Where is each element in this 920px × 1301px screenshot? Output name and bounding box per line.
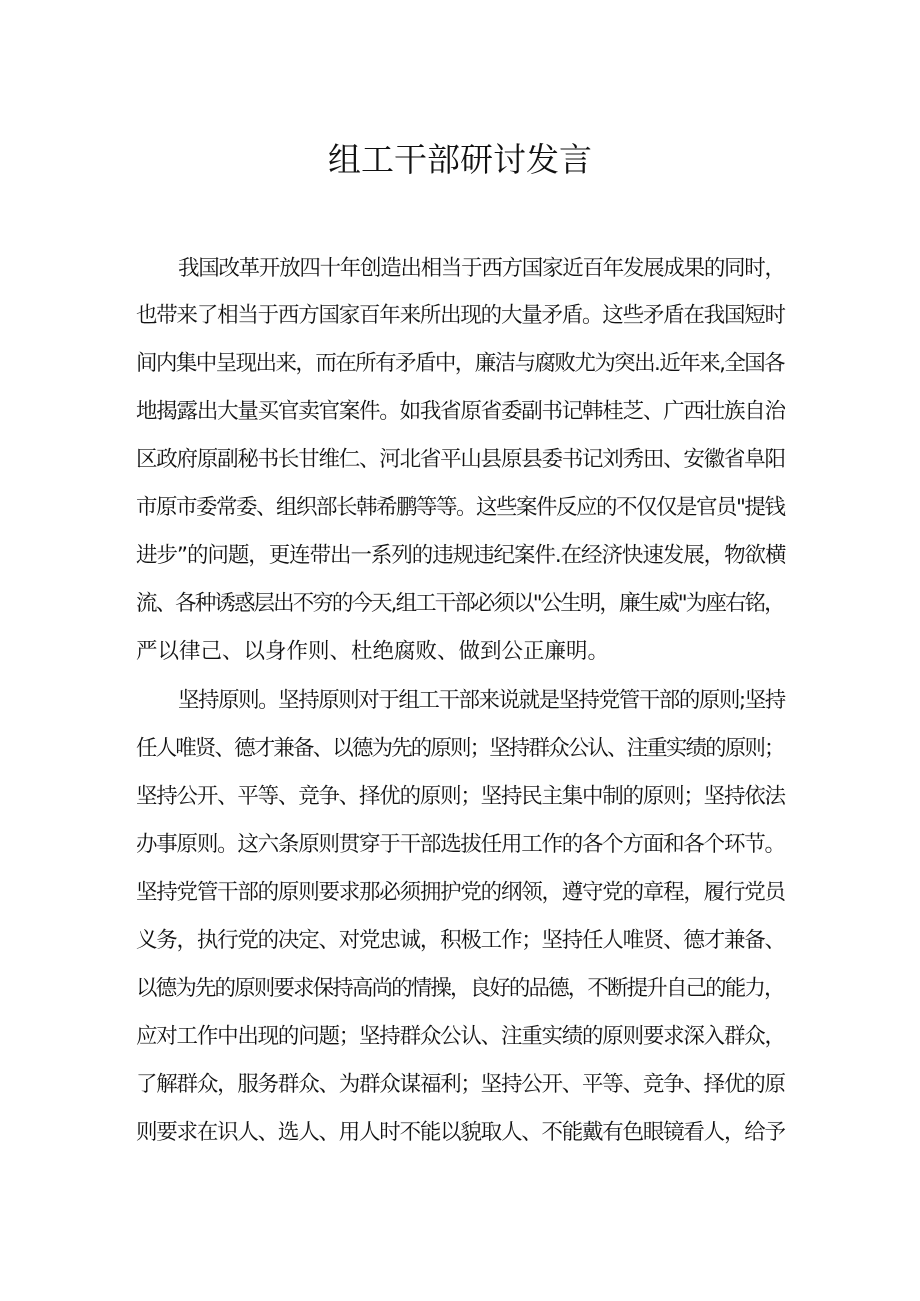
paragraph-2-line-8: 应对工作中出现的问题；坚持群众公认、注重实绩的原则要求深入群众， xyxy=(136,1024,785,1049)
paragraph-2-line-10: 则要求在识人、选人、用人时不能以貌取人、不能戴有色眼镜看人，给予 xyxy=(136,1120,785,1145)
paragraph-2-line-7: 以德为先的原则要求保持高尚的情操，良好的品德，不断提升自己的能力， xyxy=(136,976,784,1001)
paragraph-2-line-5: 坚持党管干部的原则要求那必须拥护党的纲领，遵守党的章程，履行党员 xyxy=(136,880,785,905)
paragraph-2-line-4: 办事原则。这六条原则贯穿于干部选拔任用工作的各个方面和各个环节。 xyxy=(136,832,785,857)
paragraph-2-line-6: 义务，执行党的决定、对党忠诚，积极工作；坚持任人唯贤、德才兼备、 xyxy=(136,928,785,953)
paragraph-1-line-3: 间内集中呈现出来，而在所有矛盾中，廉洁与腐败尤为突出.近年来,全国各 xyxy=(136,351,785,376)
document-title: 组工干部研讨发言 xyxy=(328,140,592,179)
paragraph-1-line-9: 严以律己、以身作则、杜绝腐败、做到公正廉明。 xyxy=(136,639,610,664)
paragraph-1-line-5: 区政府原副秘书长甘维仁、河北省平山县原县委书记刘秀田、安徽省阜阳 xyxy=(136,447,785,472)
paragraph-2-line-3: 坚持公开、平等、竞争、择优的原则；坚持民主集中制的原则；坚持依法 xyxy=(136,784,785,809)
paragraph-1-line-8: 流、各种诱惑层出不穷的今天,组工干部必须以"公生明，廉生威"为座右铭， xyxy=(136,591,784,616)
paragraph-1-line-1: 我国改革开放四十年创造出相当于西方国家近百年发展成果的同时， xyxy=(178,256,785,281)
paragraph-1-line-6: 市原市委常委、组织部长韩希鹏等等。这些案件反应的不仅仅是官员"提钱 xyxy=(136,495,785,520)
paragraph-1-line-4: 地揭露出大量买官卖官案件。如我省原省委副书记韩桂芝、广西壮族自治 xyxy=(136,399,785,424)
paragraph-2-line-1: 坚持原则。坚持原则对于组工干部来说就是坚持党管干部的原则;坚持 xyxy=(178,688,785,713)
paragraph-1-line-2: 也带来了相当于西方国家百年来所出现的大量矛盾。这些矛盾在我国短时 xyxy=(136,303,785,328)
paragraph-2-line-2: 任人唯贤、德才兼备、以德为先的原则；坚持群众公认、注重实绩的原则； xyxy=(136,736,784,761)
paragraph-1-line-7: 进步”的问题，更连带出一系列的违规违纪案件.在经济快速发展，物欲横 xyxy=(136,543,786,568)
paragraph-2-line-9: 了解群众，服务群众、为群众谋福利；坚持公开、平等、竞争、择优的原 xyxy=(136,1072,785,1097)
